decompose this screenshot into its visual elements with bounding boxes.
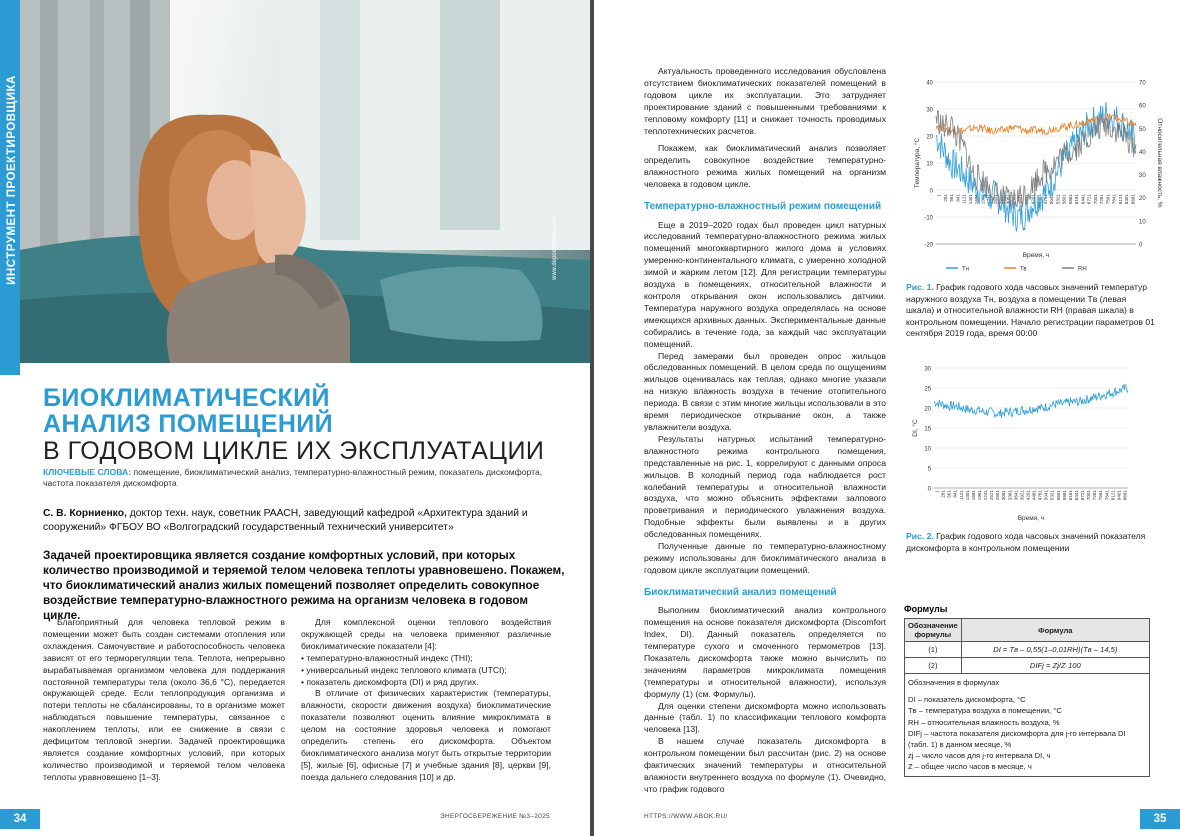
body-paragraph: Актуальность проведенного исследования обусловлена отсутствием биоклиматических показателей помещений в годовом цикле их эксплуатации. Это затрудняет проектирование зданий с повышенными требованиями к тепловому комфорту [11] и снижает точность проводимых теплотехнических расчетов. bbox=[644, 66, 886, 136]
x-tick-label: 7561 bbox=[1098, 490, 1104, 501]
x-tick-label: 5881 bbox=[1067, 194, 1073, 205]
formula-row bbox=[905, 658, 1150, 674]
x-tick-label: 2241 bbox=[986, 194, 992, 205]
x-tick-label: 3081 bbox=[1005, 194, 1011, 205]
x-tick-label: 5041 bbox=[1043, 490, 1049, 501]
x-tick-label: 6441 bbox=[1073, 490, 1079, 501]
x-tick-label: 281 bbox=[940, 490, 946, 498]
legend-label: Тв bbox=[1020, 266, 1027, 273]
body-paragraph: Для оценки степени дискомфорта можно использовать данные (табл. 1) по классификации теплового комфорта человека [13]. bbox=[644, 700, 886, 735]
x-tick-label: 5881 bbox=[1061, 490, 1067, 501]
photo-credit: www.depositphotos.com bbox=[552, 215, 558, 280]
figure-2-chart bbox=[906, 362, 1156, 527]
x-tick-label: 7841 bbox=[1111, 194, 1117, 205]
keywords-label: КЛЮЧЕВЫЕ СЛОВА: bbox=[43, 467, 132, 477]
y-right-tick-label: 60 bbox=[1139, 103, 1146, 110]
x-tick-label: 3921 bbox=[1024, 194, 1030, 205]
notation-item: DIFj – частота показателя дискомфорта для j-го интервала DI (табл. 1) в данном месяце, % bbox=[908, 728, 1126, 750]
x-tick-label: 281 bbox=[942, 194, 948, 202]
x-tick-label: 2521 bbox=[989, 490, 995, 501]
x-tick-label: 4481 bbox=[1031, 490, 1037, 501]
x-tick-label: 1681 bbox=[970, 490, 976, 501]
legend-label: RH bbox=[1078, 266, 1087, 273]
x-tick-label: 1121 bbox=[961, 194, 967, 204]
x-tick-label: 5601 bbox=[1055, 490, 1061, 501]
series-line-DI bbox=[934, 385, 1128, 418]
sidebar-label: ИНСТРУМЕНТ ПРОЕКТИРОВЩИКА bbox=[6, 75, 18, 285]
body-paragraph: Перед замерами был проведен опрос жильцов обследованных помещений. В целом среда по ощущениям жильцов оценивалась как теплая, однако многие указали на низкую влажность воздуха в течение отопительного периода. В связи с этим многие жильцы использовали в это время периодическое открывание окон, а также увлажнители воздуха. bbox=[644, 350, 886, 432]
notation-item: Tв – температура воздуха в помещении, °С bbox=[908, 706, 1062, 716]
y-tick-label: 20 bbox=[924, 406, 931, 413]
subtitle: В ГОДОВОМ ЦИКЛЕ ИХ ЭКСПЛУАТАЦИИ bbox=[43, 437, 545, 465]
x-axis-label: Время, ч bbox=[1017, 515, 1045, 522]
x-tick-label: 3921 bbox=[1019, 490, 1025, 501]
author-block bbox=[43, 507, 563, 535]
y-tick-label: 5 bbox=[927, 466, 931, 473]
formulas-title: Формулы bbox=[904, 604, 948, 614]
y-tick-label: 15 bbox=[924, 426, 931, 433]
formula-expr: DIFj = Zj/Z·100 bbox=[961, 658, 1149, 674]
x-tick-label: 3361 bbox=[1007, 490, 1013, 501]
x-tick-label: 5321 bbox=[1049, 490, 1055, 501]
y-axis-label: Температура, °С bbox=[914, 137, 921, 189]
x-tick-label: 1961 bbox=[980, 194, 986, 205]
x-tick-label: 841 bbox=[952, 490, 958, 498]
list-item: • универсальный индекс теплового климата (UTCI); bbox=[301, 665, 551, 677]
x-tick-label: 4201 bbox=[1030, 194, 1036, 205]
x-tick-label: 2241 bbox=[983, 490, 989, 501]
body-paragraph: Благоприятный для человека тепловой режим в помещении может быть создан системами отопления или охлаждения. Самочувствие и работоспособность человека зависят от его терморегуляции тела. Теплота, непрерывно вырабатываемая организмом человека для поддержания постоянной температуры тела (около 36,6 °С), передается окружающей среде. Если теплопродукция организма и потери теплоты не сбалансированы, то в организме может наблюдаться повышение температуры, связанное с накоплением теплоты, или ее снижение в связи с дефицитом тепловой энергии. Задачей проектировщика является создание комфортных условий, при которых количество производимой и теряемой телом человека теплоты уравновешено [1–3]. bbox=[43, 617, 285, 782]
figure-2-caption-text: График годового хода часовых значений показателя дискомфорта в контрольном помещении bbox=[906, 531, 1146, 553]
x-tick-label: 1961 bbox=[976, 490, 982, 501]
x-tick-label: 3641 bbox=[1013, 490, 1019, 501]
right-page bbox=[594, 0, 1180, 836]
notation-item: Z – общее число часов в месяце, ч bbox=[908, 762, 1032, 772]
x-tick-label: 1 bbox=[936, 194, 942, 197]
notation-item: RH – относительная влажность воздуха, % bbox=[908, 717, 1060, 727]
indices-list bbox=[301, 653, 551, 689]
y-tick-label: 10 bbox=[926, 161, 933, 168]
x-tick-label: 5601 bbox=[1061, 194, 1067, 205]
x-tick-label: 1681 bbox=[974, 194, 980, 205]
body-paragraph: В отличие от физических характеристик (температуры, влажности, скорости движения воздуха) биоклиматические показатели позволяют оценить влияние микроклимата в целом на состояние здоровья человека и помогают определить степень его дискомфорта. Объектом биоклиматического анализа могут быть открытые территории [5], жилые [6], офисные [7] и учебные здания [8], церкви [9], поезда дальнего следования [10] и др. bbox=[301, 688, 551, 782]
x-tick-label: 1121 bbox=[958, 490, 964, 500]
left-column-2 bbox=[301, 617, 551, 784]
sidebar-band bbox=[0, 0, 20, 375]
body-paragraph: Покажем, как биоклиматический анализ позволяет определить совокупное воздействие температурно-влажностного режима жилых помещений на организм человека в годовом цикле. bbox=[644, 143, 886, 190]
y-tick-label: 30 bbox=[926, 107, 933, 114]
y-tick-label: 0 bbox=[927, 486, 931, 493]
x-tick-label: 8681 bbox=[1122, 490, 1128, 501]
notation-title: Обозначения в формулах bbox=[908, 678, 1000, 687]
formula-id: (2) bbox=[905, 658, 962, 674]
x-tick-label: 4201 bbox=[1025, 490, 1031, 501]
body-paragraph: Еще в 2019–2020 годах был проведен цикл натурных исследований температурно-влажностного режима жилых помещений многоквартирного жилого дома в условиях умеренно-континентального климата, с умеренно холодной зимой и жарким летом [12]. Для регистрации температуры воздуха в помещениях, относительной влажности и контроля открывания окон использовались датчики. Температура наружного воздуха определялась на основе имеющихся архивных данных. Экспериментальные данные собирались в течение года, за каждый час эксплуатации помещений. bbox=[644, 219, 886, 349]
figure-1-caption-text: График годового хода часовых значений температур наружного воздуха Tн, воздуха в помещении Tв (левая шкала) и относительной влажности RH (правая шкала) в контрольном помещении. Начало регистрации параметров 01 сентября 2019 года, время 00:00 bbox=[906, 282, 1155, 338]
x-tick-label: 7561 bbox=[1105, 194, 1111, 205]
x-tick-label: 8121 bbox=[1117, 194, 1123, 205]
y-tick-label: 25 bbox=[924, 386, 931, 393]
x-tick-label: 3081 bbox=[1001, 490, 1007, 501]
y-right-tick-label: 50 bbox=[1139, 126, 1146, 133]
y-tick-label: 30 bbox=[924, 366, 931, 373]
keywords-text: помещение, биоклиматический анализ, температурно-влажностный режим, показатель дискомфорта, частота показателя дискомфорта bbox=[43, 467, 543, 488]
article-photo bbox=[20, 0, 590, 363]
x-tick-label: 2801 bbox=[995, 490, 1001, 501]
x-tick-label: 2801 bbox=[999, 194, 1005, 205]
author-info: доктор техн. наук, советник РААСН, заведующий кафедрой «Архитектура зданий и сооружений» ФГБОУ ВО «Волгоградский государственный технический университет» bbox=[43, 508, 528, 533]
figure-1-chart bbox=[906, 76, 1168, 276]
y-right-axis-label: Относительная влажность, % bbox=[1156, 118, 1163, 208]
x-tick-label: 7281 bbox=[1092, 490, 1098, 501]
body-paragraph: В нашем случае показатель дискомфорта в контрольном помещении был рассчитан (рис. 2) на основе фактических значений температуры и относительной влажности внутреннего воздуха по формуле (1). Очевидно, что график годового bbox=[644, 736, 886, 794]
x-tick-label: 8121 bbox=[1110, 490, 1116, 501]
y-axis-label: DI, °С bbox=[912, 419, 919, 437]
x-tick-label: 7841 bbox=[1104, 490, 1110, 501]
list-item: • показатель дискомфорта (DI) и ряд других. bbox=[301, 677, 551, 689]
website-footer: HTTPS://WWW.ABOK.RU/ bbox=[644, 813, 728, 820]
y-tick-label: 0 bbox=[929, 188, 933, 195]
body-paragraph: Результаты натурных испытаний температурно-влажностного режима контрольного помещения, представленные на рис. 1, коррелируют с данными опроса жильцов. В холодный период года наблюдается рост колебаний температуры и относительной влажности воздуха, что можно объяснить эффектами залпового проветривания и периодического увлажнения воздуха. Подобные эффекты были выявлены и в других обследованных помещениях. bbox=[644, 433, 886, 540]
formula-expr: DI = Tв – 0,55(1–0,01RH)(Tв – 14,5) bbox=[961, 642, 1149, 658]
figure-1-caption bbox=[906, 282, 1156, 340]
body-paragraph: Выполним биоклиматический анализ контрольного помещения на основе показателя дискомфорта (Discomfort Index, DI). Данный показатель определяется по температуре сухого и смоченного термометров [13]. Показатель дискомфорта также можно вычислить по значениям параметров микроклимата помещения (температуры и относительной влажности), используя формулу (1) (см. Формулы). bbox=[644, 605, 886, 699]
figure-2-caption bbox=[906, 531, 1156, 554]
body-paragraph: Для комплексной оценки теплового воздействия окружающей среды на человека применяют различные биоклиматические показатели [4]: bbox=[301, 617, 551, 651]
y-tick-label: 10 bbox=[924, 446, 931, 453]
x-tick-label: 6161 bbox=[1074, 194, 1080, 205]
woman-headache-photo bbox=[20, 0, 590, 363]
figure-2-label: Рис. 2. bbox=[906, 531, 934, 541]
section-heading-thermal: Температурно-влажностный режим помещений bbox=[644, 201, 882, 213]
title-line-1: БИОКЛИМАТИЧЕСКИЙ bbox=[43, 384, 330, 412]
body-paragraph: Полученные данные по температурно-влажностному режиму использованы для биоклиматического анализа в годовом цикле эксплуатации помещений. bbox=[644, 541, 886, 575]
x-tick-label: 5321 bbox=[1055, 194, 1061, 205]
y-right-tick-label: 30 bbox=[1139, 173, 1146, 180]
x-tick-label: 5041 bbox=[1049, 194, 1055, 205]
x-tick-label: 8401 bbox=[1124, 194, 1130, 205]
x-tick-label: 561 bbox=[949, 194, 955, 202]
y-tick-label: -10 bbox=[924, 215, 933, 222]
x-tick-label: 3641 bbox=[1017, 194, 1023, 205]
page-number-right: 35 bbox=[1140, 809, 1180, 829]
notation-cell bbox=[905, 674, 1150, 777]
x-tick-label: 4761 bbox=[1037, 490, 1043, 501]
series-line-Тн bbox=[936, 102, 1136, 232]
x-tick-label: 1401 bbox=[964, 490, 970, 501]
list-item: • температурно-влажностный индекс (THI); bbox=[301, 653, 551, 665]
formula-col-id: Обозначение формулы bbox=[905, 619, 962, 642]
x-tick-label: 2521 bbox=[992, 194, 998, 205]
y-tick-label: 40 bbox=[926, 80, 933, 87]
x-axis-label: Время, ч bbox=[1022, 252, 1050, 259]
notation-item: DI – показатель дискомфорта, °С bbox=[908, 695, 1026, 705]
formulas-box bbox=[904, 604, 1150, 777]
lead-paragraph: Задачей проектировщика является создание комфортных условий, при которых количество производимой и теряемой телом человека теплоты уравновешено. Покажем, что биоклиматический анализ жилых помещений позволяет определить совокупное воздействие температурно-влажностного режима на организм человека в годовом цикле. bbox=[43, 549, 565, 622]
x-tick-label: 7001 bbox=[1086, 490, 1092, 501]
formula-col-expr: Формула bbox=[961, 619, 1149, 642]
y-right-tick-label: 70 bbox=[1139, 80, 1146, 87]
y-right-tick-label: 10 bbox=[1139, 219, 1146, 226]
right-column-text bbox=[644, 66, 886, 796]
page-number-left: 34 bbox=[0, 809, 40, 829]
y-right-tick-label: 40 bbox=[1139, 149, 1146, 156]
x-tick-label: 4761 bbox=[1042, 194, 1048, 205]
x-tick-label: 8681 bbox=[1130, 194, 1136, 205]
formula-row bbox=[905, 642, 1150, 658]
x-tick-label: 561 bbox=[946, 490, 952, 498]
section-heading-bioclimatic: Биоклиматический анализ помещений bbox=[644, 586, 837, 598]
x-tick-label: 3361 bbox=[1011, 194, 1017, 205]
x-tick-label: 8401 bbox=[1116, 490, 1122, 501]
journal-footer: ЭНЕРГОСБЕРЕЖЕНИЕ №3–2025 bbox=[440, 813, 550, 820]
x-tick-label: 7001 bbox=[1092, 194, 1098, 205]
formulas-table bbox=[904, 618, 1150, 777]
y-right-tick-label: 20 bbox=[1139, 196, 1146, 203]
x-tick-label: 1 bbox=[934, 490, 940, 493]
keywords bbox=[43, 467, 563, 489]
x-tick-label: 6721 bbox=[1086, 194, 1092, 205]
notation-item: zj – число часов для j-го интервала DI, ч bbox=[908, 751, 1051, 761]
x-tick-label: 4481 bbox=[1036, 194, 1042, 205]
x-tick-label: 6721 bbox=[1080, 490, 1086, 501]
author-name: С. В. Корниенко, bbox=[43, 508, 127, 519]
formula-id: (1) bbox=[905, 642, 962, 658]
title-line-2: АНАЛИЗ ПОМЕЩЕНИЙ bbox=[43, 410, 334, 438]
x-tick-label: 6441 bbox=[1080, 194, 1086, 205]
y-right-tick-label: 0 bbox=[1139, 242, 1143, 249]
y-tick-label: -20 bbox=[924, 242, 933, 249]
figure-1-label: Рис. 1. bbox=[906, 282, 934, 292]
x-tick-label: 7281 bbox=[1099, 194, 1105, 205]
legend-label: Тн bbox=[962, 266, 969, 273]
left-column-1 bbox=[43, 617, 285, 784]
x-tick-label: 6161 bbox=[1067, 490, 1073, 501]
x-tick-label: 1401 bbox=[967, 194, 973, 205]
x-tick-label: 841 bbox=[955, 194, 961, 202]
y-tick-label: 20 bbox=[926, 134, 933, 141]
